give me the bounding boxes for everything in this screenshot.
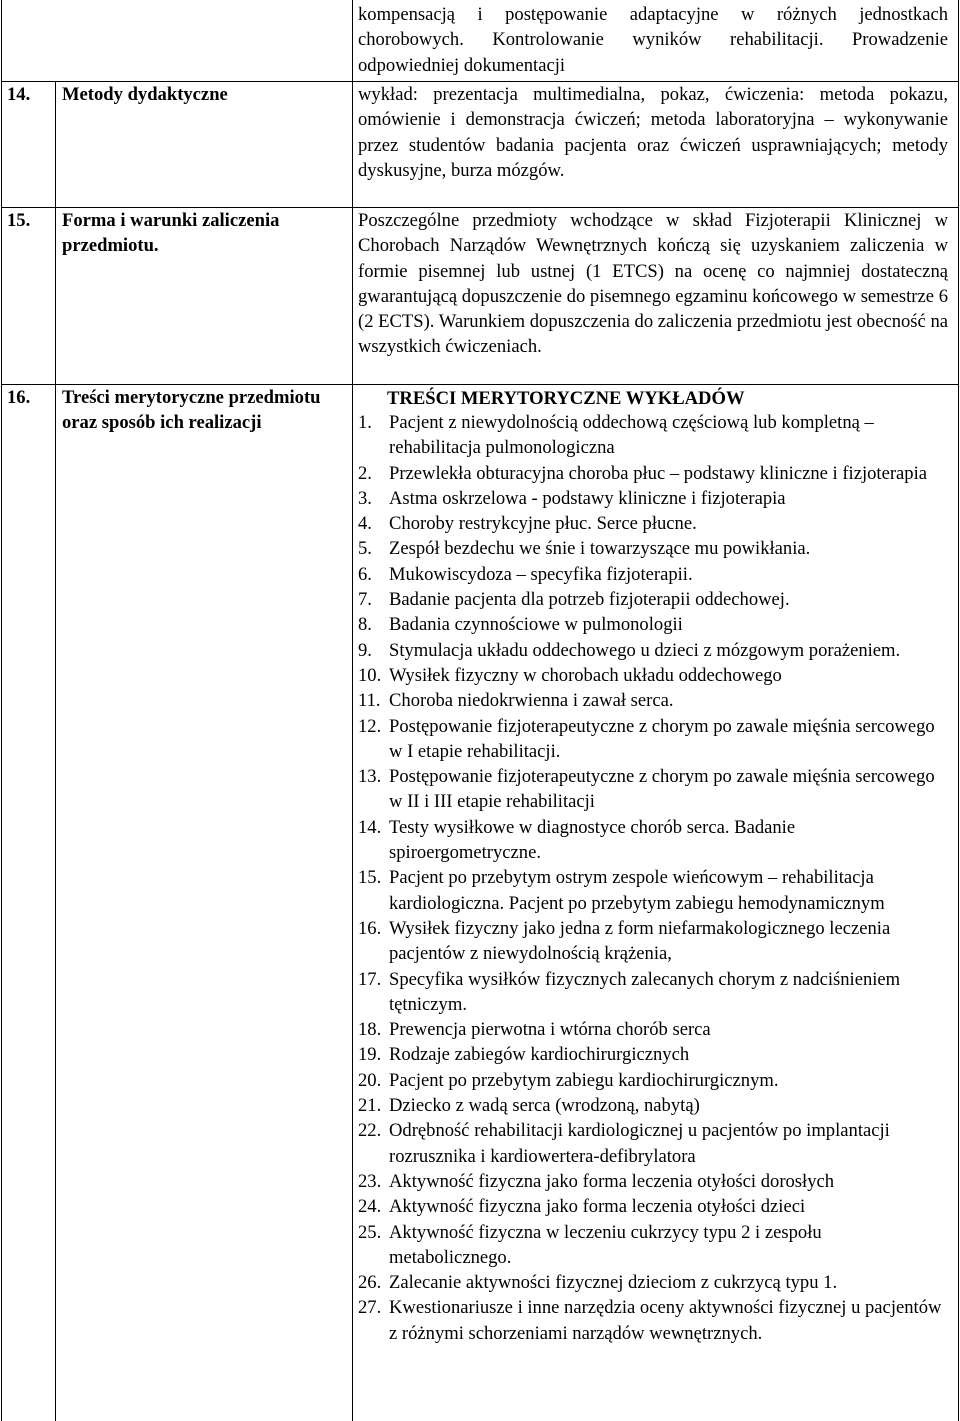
list-item [358, 536, 948, 561]
list-item-text: Mukowiscydoza – specyfika fizjoterapii. [389, 563, 693, 585]
list-item-number: 17. [358, 968, 382, 990]
list-item-number: 5. [358, 538, 372, 560]
continuation-text: kompensacją i postępowanie adaptacyjne w różnych jednostkach chorobowych. Kontrolowanie wyników rehabilitacji. Prowadzenie odpowiedniej dokumentacji [358, 4, 948, 76]
list-item-text: Stymulacja układu oddechowego u dzieci z mózgowym porażeniem. [389, 639, 901, 661]
list-item-number: 20. [358, 1069, 382, 1091]
list-item [358, 1169, 948, 1194]
list-item [358, 967, 948, 1018]
list-item-text: Pacjent po przebytym zabiegu kardiochirurgicznym. [389, 1069, 779, 1091]
table-column-divider [352, 0, 353, 1421]
list-item-number: 16. [358, 917, 382, 939]
list-item-text: Pacjent z niewydolnością oddechową częściową lub kompletną – rehabilitacja pulmonologiczna [389, 412, 874, 459]
list-item-text: Przewlekła obturacyjna choroba płuc – podstawy kliniczne i fizjoterapia [389, 462, 927, 484]
table-left-border [1, 0, 2, 1421]
list-item-number: 3. [358, 487, 372, 509]
list-item [358, 1068, 948, 1093]
list-item [358, 1093, 948, 1118]
list-item-number: 1. [358, 412, 372, 433]
list-item-text: Dziecko z wadą serca (wrodzoną, nabytą) [389, 1095, 700, 1117]
assessment-conditions-text: Poszczególne przedmioty wchodzące w skład Fizjoterapii Klinicznej w Chorobach Narządów Wewnętrznych kończą się uzyskaniem zaliczenia w formie pisemnej lub ustnej (1 ETCS) na ocenę co najmniej dostateczną gwarantującą dopuszczenie do pisemnego egzaminu końcowego w semestrze 6 (2 ECTS). Warunkiem dopuszczenia do zaliczenia przedmiotu jest obecność na wszystkich ćwiczeniach. [358, 210, 948, 358]
list-item [358, 865, 948, 916]
list-item [358, 1017, 948, 1042]
list-item-number: 21. [358, 1095, 382, 1117]
list-item [358, 1118, 948, 1169]
list-item [358, 638, 948, 663]
lecture-topics-heading: TREŚCI MERYTORYCZNE WYKŁADÓW [387, 388, 745, 409]
list-item-text: Badania czynnościowe w pulmonologii [389, 614, 683, 636]
list-item [358, 764, 948, 815]
list-item [358, 587, 948, 612]
list-item-number: 27. [358, 1297, 382, 1319]
list-item-text: Aktywność fizyczna jako forma leczenia otyłości dzieci [389, 1196, 806, 1218]
lecture-topics-list [358, 410, 948, 1346]
list-item [358, 916, 948, 967]
list-item [358, 486, 948, 511]
list-item [358, 1194, 948, 1219]
list-item-number: 9. [358, 639, 372, 661]
row-label: Metody dydaktyczne [62, 84, 228, 105]
list-item-text: Zalecanie aktywności fizycznej dzieciom z cukrzycą typu 1. [389, 1272, 838, 1294]
list-item-text: Kwestionariusze i inne narzędzia oceny aktywności fizycznej u pacjentów z różnymi schorzeniami narządów wewnętrznych. [389, 1297, 942, 1344]
list-item-text: Wysiłek fizyczny w chorobach układu oddechowego [389, 664, 782, 686]
table-number-divider [55, 81, 56, 1421]
teaching-methods-text: wykład: prezentacja multimedialna, pokaz, ćwiczenia: metoda pokazu, omówienie i demonstracja ćwiczeń; metoda laboratoryjna – wykonywanie przez studentów badania pacjenta oraz ćwiczeń usprawniających; metody dyskusyjne, burza mózgów. [358, 84, 948, 181]
list-item-text: Prewencja pierwotna i wtórna chorób serca [389, 1019, 711, 1041]
table-right-border [958, 0, 959, 1421]
list-item-number: 11. [358, 690, 381, 712]
list-item-number: 6. [358, 563, 372, 585]
list-item-number: 26. [358, 1272, 382, 1294]
list-item-number: 12. [358, 715, 382, 737]
list-item [358, 663, 948, 688]
row-number: 14. [7, 84, 31, 105]
row-number: 16. [7, 387, 31, 408]
list-item-text: Postępowanie fizjoterapeutyczne z chorym po zawale mięśnia sercowego w II i III etapie rehabilitacji [389, 766, 935, 813]
list-item [358, 815, 948, 866]
list-item [358, 1295, 948, 1346]
list-item-number: 7. [358, 589, 372, 611]
list-item-text: Choroby restrykcyjne płuc. Serce płucne. [389, 513, 697, 535]
list-item [358, 612, 948, 637]
list-item-text: Aktywność fizyczna jako forma leczenia otyłości dorosłych [389, 1170, 835, 1192]
list-item-number: 13. [358, 766, 382, 788]
list-item-number: 25. [358, 1221, 382, 1243]
row-label: Treści merytoryczne przedmiotu oraz sposób ich realizacji [62, 387, 321, 434]
list-item-number: 23. [358, 1170, 382, 1192]
list-item-text: Wysiłek fizyczny jako jedna z form niefarmakologicznego leczenia pacjentów z niewydolnością krążenia, [389, 917, 891, 965]
list-item-text: Badanie pacjenta dla potrzeb fizjoterapii oddechowej. [389, 589, 790, 611]
row-label: Forma i warunki zaliczenia przedmiotu. [62, 210, 280, 257]
row-number: 15. [7, 210, 31, 231]
list-item-number: 15. [358, 867, 382, 889]
list-item-text: Odrębność rehabilitacji kardiologicznej u pacjentów po implantacji rozrusznika i kardiowertera-defibrylatora [389, 1120, 890, 1167]
list-item-text: Astma oskrzelowa - podstawy kliniczne i fizjoterapia [389, 487, 786, 509]
list-item-text: Pacjent po przebytym ostrym zespole wieńcowym – rehabilitacja kardiologiczna. Pacjent po przebytym zabiegu hemodynamicznym [389, 867, 885, 914]
list-item-number: 24. [358, 1196, 382, 1218]
list-item [358, 1270, 948, 1295]
list-item-number: 8. [358, 614, 372, 636]
list-item-text: Zespół bezdechu we śnie i towarzyszące mu powikłania. [389, 538, 811, 560]
list-item [358, 688, 948, 713]
list-item-number: 18. [358, 1019, 382, 1041]
list-item-text: Postępowanie fizjoterapeutyczne z chorym po zawale mięśnia sercowego w I etapie rehabilitacji. [389, 715, 935, 762]
list-item [358, 714, 948, 765]
list-item-text: Specyfika wysiłków fizycznych zalecanych chorym z nadciśnieniem tętniczym. [389, 968, 901, 1015]
list-item [358, 461, 948, 486]
list-item-number: 4. [358, 513, 372, 535]
list-item-number: 2. [358, 462, 372, 484]
list-item-number: 14. [358, 816, 382, 838]
list-item-number: 22. [358, 1120, 382, 1142]
list-item-number: 10. [358, 664, 382, 686]
list-item-text: Aktywność fizyczna w leczeniu cukrzycy typu 2 i zespołu metabolicznego. [389, 1221, 822, 1268]
list-item [358, 1042, 948, 1067]
list-item [358, 1220, 948, 1271]
list-item-text: Choroba niedokrwienna i zawał serca. [389, 690, 674, 712]
list-item-text: Rodzaje zabiegów kardiochirurgicznych [389, 1044, 690, 1066]
list-item-number: 19. [358, 1044, 382, 1066]
list-item [358, 511, 948, 536]
list-item [358, 562, 948, 587]
list-item-text: Testy wysiłkowe w diagnostyce chorób serca. Badanie spiroergometryczne. [389, 816, 796, 864]
list-item [358, 410, 948, 461]
